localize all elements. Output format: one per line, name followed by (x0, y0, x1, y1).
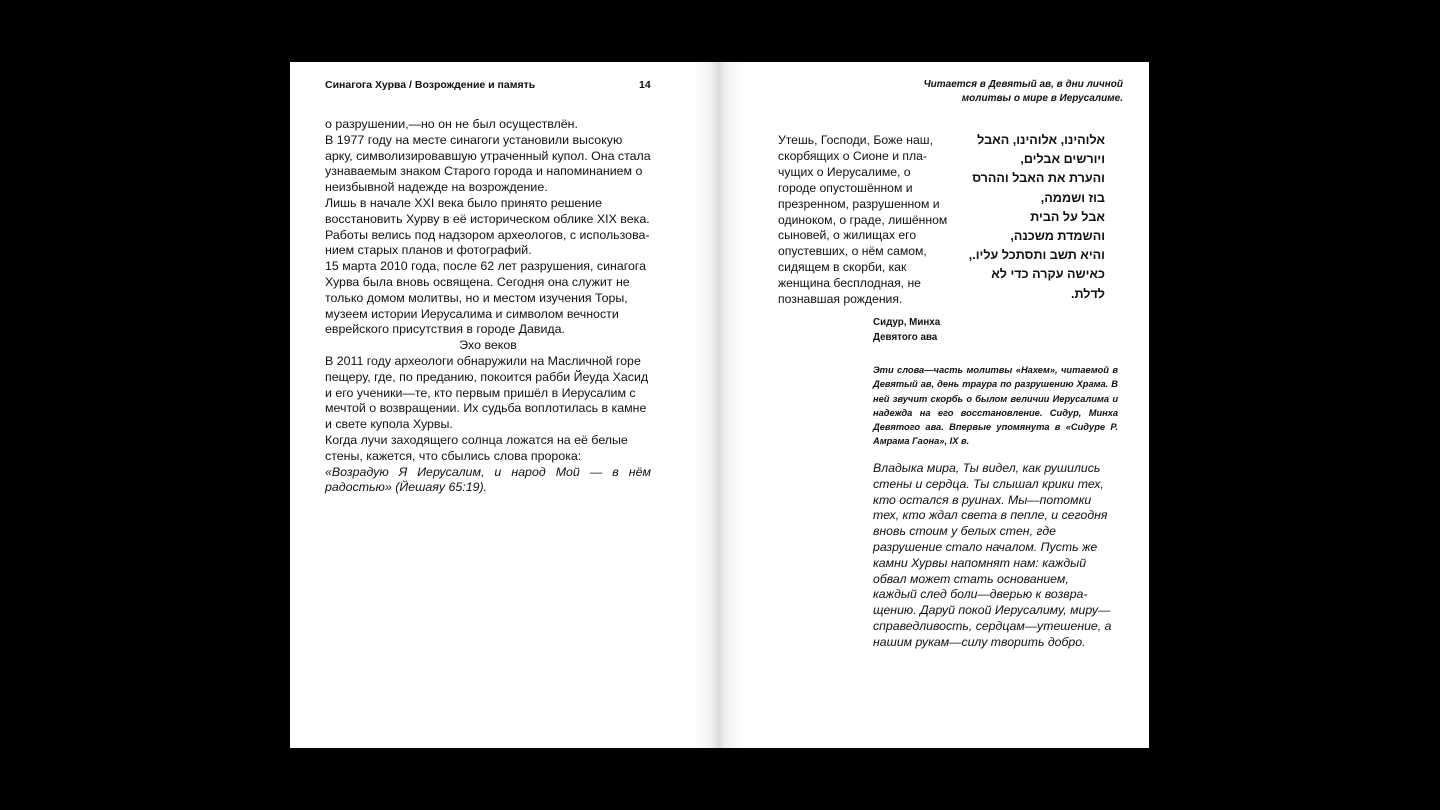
paragraph: В 2011 году археологи обнаружили на Масличной горе пещеру, где, по преданию, покоится рабби Йеуда Хасид и его ученики—те, кто первым пришёл в Иерусалим с мечтой о возвращении. Их судьба воплотилась в камне и свете купола Хурвы. (325, 353, 649, 432)
paragraph: о разрушении,—но он не был осуществлён. (325, 117, 578, 131)
paragraph: Работы велись под надзором археологов, с использованием старых планов и фотографий. (325, 227, 650, 258)
paragraph: В 1977 году на месте синагоги установили высокую арку, символизировавшую утраченный купол. Она стала узнаваемым знаком Старого города и напоминанием о неизбывной надежде на возрождение. (325, 132, 651, 195)
russian-prayer: Утешь, Господи, Боже наш, скорбящих о Сионе и плачущих о Иерусалиме, о городе опустошённом и презренном, разрушенном и одиноком, о граде, лишённом сыновей, о жилищах его опустевших, о нём самом, сидящем в скорби, как женщина бесплодная, не познавшая рождения. (778, 133, 948, 307)
hebrew-line: והיא תשב ותסתכל עליו., (968, 248, 1105, 263)
paragraph: Лишь в начале XXI века было принято решение восстановить Хурву в её историческом облике XIX века. (325, 195, 650, 226)
section-title: Эхо веков (459, 338, 517, 353)
hebrew-prayer (958, 131, 1105, 304)
hebrew-line: והשמדת משכנה, (1010, 229, 1105, 244)
right-page (720, 62, 1149, 748)
hebrew-line: ויורשים אבלים, (1020, 152, 1105, 167)
hebrew-line: אלוהינו, אלוהינו, האבל (977, 133, 1105, 147)
hebrew-line: אבל על הבית (1030, 209, 1105, 224)
hebrew-line: כאישה עקרה כדי לא לדלת. (991, 267, 1105, 301)
paragraph: 15 марта 2010 года, после 62 лет разрушения, синагога Хурва была вновь освящена. Сегодня она служит не только домом молитвы, но и местом изучения Торы, музеем истории Иерусалима и символом вечности еврейского присутствия в городе Давида. (325, 259, 646, 337)
left-page (290, 62, 720, 748)
hebrew-line: והערת את האבל וההרס (972, 171, 1105, 186)
prayer-source (873, 316, 1013, 345)
page-number: 14 (639, 79, 651, 91)
source-line: Девятого ава (873, 331, 938, 343)
meditation-text: Владыка мира, Ты видел, как рушились стены и сердца. Ты слышал крики тех, кто остался в руинах. Мы—потомки тех, кто ждал света в пепле, и сегодня вновь стоим у белых стен, где разрушение стало началом. Пусть же камни Хурвы напомнят нам: каждый обвал может стать основанием, каждый след боли—дверью к возвращению. Даруй покой Иерусалиму, миру—справедливость, сердцам—утешение, а нашим рукам—силу творить добро. (873, 461, 1112, 649)
running-head: Синагога Хурва / Возрождение и память (325, 79, 536, 91)
hebrew-line: בוז ושממה, (1040, 190, 1105, 205)
paragraph: Когда лучи заходящего солнца ложатся на её белые стены, кажется, что сбылись слова пророка: (325, 432, 628, 463)
reading-note: Читается в Девятый ав, в дни личной молитвы о мире в Иерусалиме. (923, 79, 1123, 104)
source-line: Сидур, Минха (873, 317, 941, 328)
prophet-quote: «Возрадую Я Иерусалим, и народ Мой — в нём радостью» (Йешаяу 65:19). (325, 464, 651, 495)
book-spread (290, 62, 1149, 748)
body-text (325, 117, 651, 496)
prayer-explanation: Эти слова—часть молитвы «Нахем», читаемой в Девятый ав, день траура по разрушению Храма. В ней звучит скорбь о былом величии Иерусалима и надежда на его восстановление. Сидур, Минха Девятого ава. Впервые упомянута в «Сидуре Р. Амрама Гаона», IX в. (873, 365, 1118, 447)
